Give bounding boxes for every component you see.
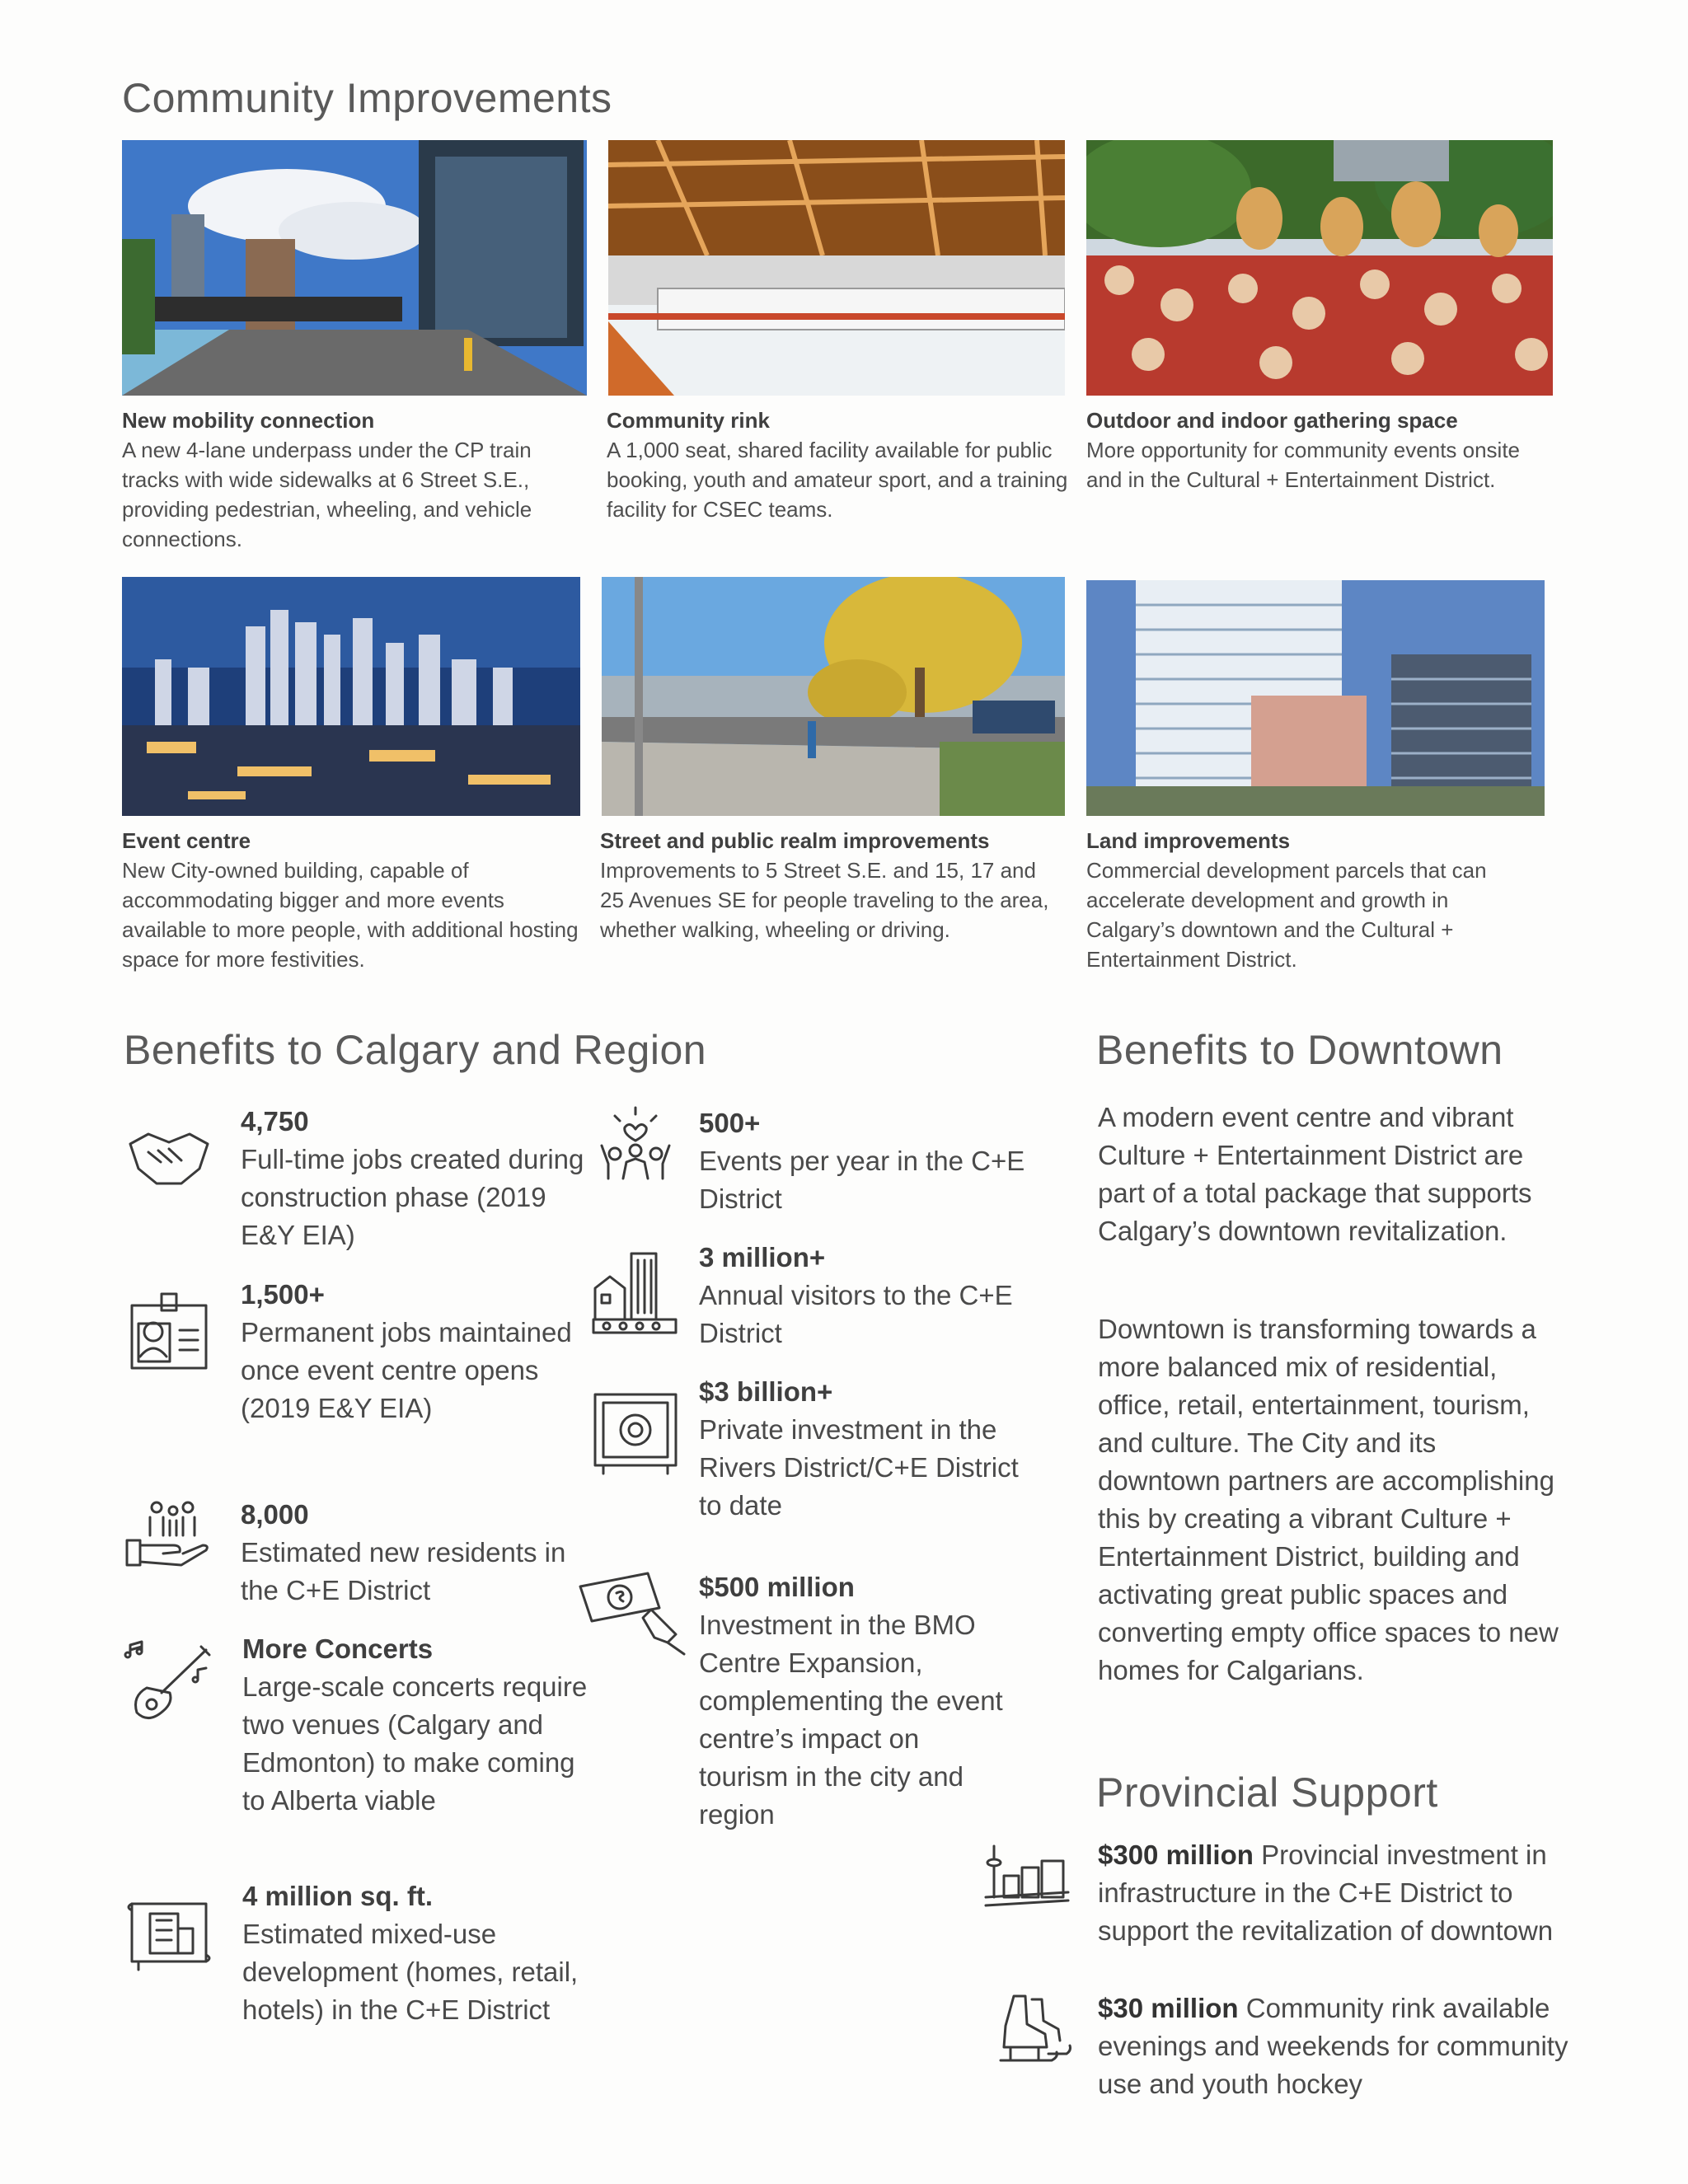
provincial-item-30m	[1098, 1990, 1592, 2103]
benefit-stat: 1,500+	[241, 1279, 325, 1310]
community-title: Community Improvements	[122, 75, 612, 121]
caption-title: Land improvements	[1086, 828, 1291, 853]
benefit-text: Private investment in the Rivers District/C+E District to date	[699, 1414, 1019, 1521]
city-skyline-icon	[982, 1843, 1073, 1917]
caption-title: Community rink	[607, 408, 770, 433]
caption-land	[1086, 826, 1515, 974]
region-title: Benefits to Calgary and Region	[124, 1027, 707, 1073]
caption-text: More opportunity for community events onsite and in the Cultural + Entertainment District.	[1086, 438, 1521, 492]
benefit-text: Full-time jobs created during construction phase (2019 E&Y EIA)	[241, 1144, 584, 1250]
benefit-text: Large-scale concerts require two venues (Calgary and Edmonton) to make coming to Alberta viable	[242, 1671, 588, 1816]
photo-community-rink	[608, 140, 1065, 396]
caption-text: A 1,000 seat, shared facility available for public booking, youth and amateur sport, and a training facility for CSEC teams.	[607, 438, 1068, 522]
handshake-icon	[124, 1111, 214, 1202]
photo-land-improvements	[1086, 580, 1545, 816]
benefit-stat: 4 million sq. ft.	[242, 1881, 434, 1911]
caption-text: New City-owned building, capable of accommodating bigger and more events available to more people, with additional hosting space for more festivities.	[122, 858, 579, 972]
id-badge-icon	[124, 1291, 214, 1381]
provincial-stat: $30 million	[1098, 1993, 1239, 2023]
downtown-paragraph-2: Downtown is transforming towards a more balanced mix of residential, office, retail, entertainment, tourism, and culture. The City and its downtown partners are accomplishing this by creating a vibrant Culture + Entertainment District, building and activating great public spaces and converting empty office spaces to new homes for Calgarians.	[1098, 1314, 1559, 1685]
money-hand-icon	[577, 1568, 692, 1659]
caption-text: Improvements to 5 Street S.E. and 15, 17 and 25 Avenues SE for people traveling to the area, whether walking, wheeling or driving.	[600, 858, 1049, 942]
benefit-stat: 4,750	[241, 1106, 309, 1137]
downtown-title: Benefits to Downtown	[1096, 1027, 1503, 1073]
caption-rink	[607, 405, 1068, 524]
downtown-paragraph-1: A modern event centre and vibrant Culture + Entertainment District are part of a total package that supports Calgary’s downtown revitalization.	[1098, 1102, 1532, 1246]
skates-icon	[989, 1991, 1071, 2074]
benefit-text: Permanent jobs maintained once event centre opens (2019 E&Y EIA)	[241, 1317, 572, 1423]
benefit-stat: 8,000	[241, 1499, 309, 1530]
caption-mobility	[122, 405, 584, 554]
caption-title: New mobility connection	[122, 408, 375, 433]
photo-mobility-connection	[122, 140, 587, 396]
caption-text: Commercial development parcels that can accelerate development and growth in Calgary’s downtown and the Cultural + Entertainment District.	[1086, 858, 1487, 972]
blueprint-icon	[124, 1887, 214, 1978]
city-buildings-icon	[590, 1247, 681, 1338]
caption-event-centre	[122, 826, 584, 974]
provincial-stat: $300 million	[1098, 1840, 1254, 1870]
caption-title: Event centre	[122, 828, 251, 853]
photo-street-realm	[602, 577, 1065, 816]
benefit-stat: 500+	[699, 1108, 761, 1138]
photo-gathering-space	[1086, 140, 1553, 396]
benefit-stat: 3 million+	[699, 1242, 826, 1272]
benefit-stat: More Concerts	[242, 1633, 434, 1664]
caption-gathering	[1086, 405, 1548, 494]
benefit-text: Estimated new residents in the C+E District	[241, 1537, 566, 1605]
provincial-item-300m	[1098, 1836, 1592, 1950]
caption-street	[600, 826, 1062, 944]
caption-text: A new 4-lane underpass under the CP train tracks with wide sidewalks at 6 Street S.E., providing pedestrian, wheeling, and vehicle connections.	[122, 438, 532, 551]
guitar-icon	[124, 1638, 214, 1729]
safe-icon	[590, 1390, 681, 1480]
celebration-icon	[590, 1104, 681, 1195]
caption-title: Outdoor and indoor gathering space	[1086, 408, 1458, 433]
provincial-text: Provincial investment in infrastructure in the C+E District to support the revitalization of downtown	[1098, 1840, 1554, 1946]
provincial-title: Provincial Support	[1096, 1769, 1438, 1816]
benefit-stat: $3 billion+	[699, 1376, 833, 1407]
family-hand-icon	[124, 1496, 214, 1586]
benefit-text: Estimated mixed-use development (homes, retail, hotels) in the C+E District	[242, 1919, 579, 2025]
caption-title: Street and public realm improvements	[600, 828, 990, 853]
provincial-text: Community rink available evenings and weekends for community use and youth hockey	[1098, 1993, 1568, 2099]
benefit-text: Annual visitors to the C+E District	[699, 1280, 1013, 1348]
benefit-stat: $500 million	[699, 1572, 855, 1602]
photo-event-centre	[122, 577, 580, 816]
benefit-text: Events per year in the C+E District	[699, 1146, 1025, 1214]
benefit-text: Investment in the BMO Centre Expansion, complementing the event centre’s impact on tourism in the city and region	[699, 1610, 1003, 1830]
